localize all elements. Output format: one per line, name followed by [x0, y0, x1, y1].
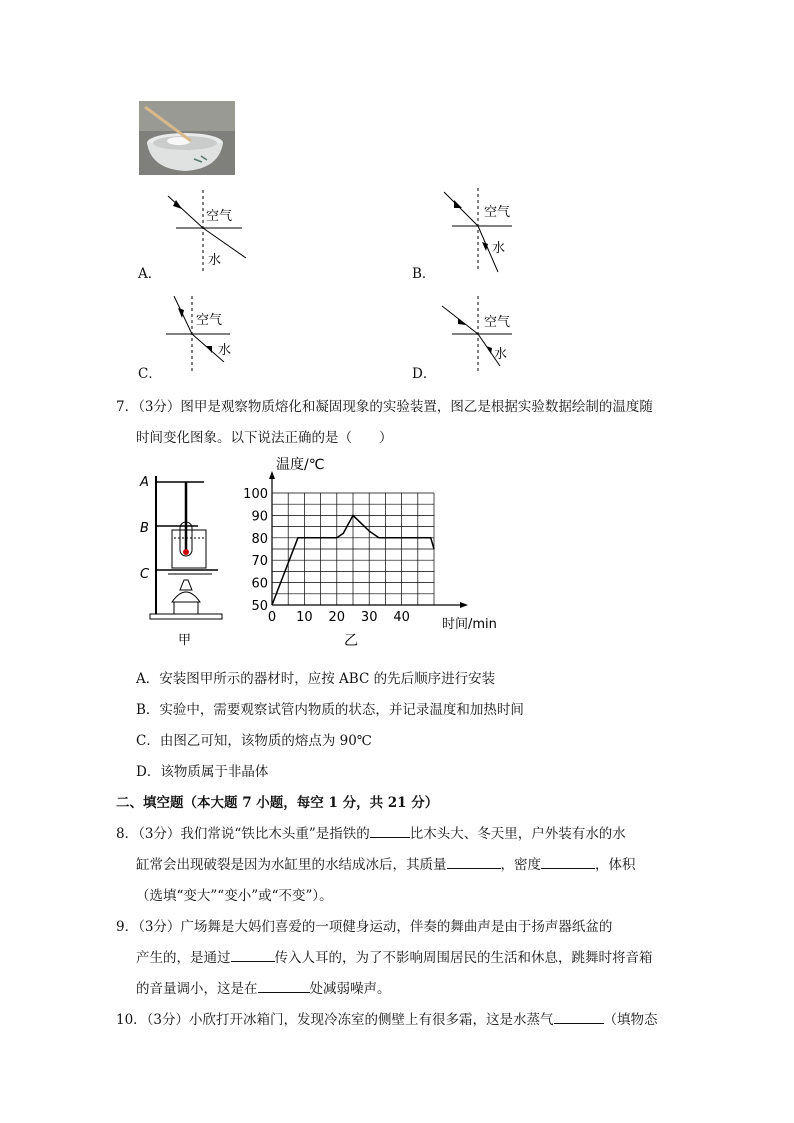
air-label: 空气 [196, 313, 223, 328]
y-tick-label: 90 [251, 509, 268, 525]
q7-choice-c: C．由图乙可知，该物质的熔点为 90℃ [136, 733, 372, 749]
q8-text: ，密度 [500, 857, 541, 873]
x-tick-label: 30 [360, 610, 378, 625]
apparatus-figure [136, 462, 236, 652]
option-d-letter: D． [412, 366, 437, 382]
label-a: A [140, 475, 149, 490]
q8-text: 8．（3分）我们常说“铁比木头重”是指铁的 [116, 826, 370, 842]
apparatus-caption: 甲 [178, 633, 192, 648]
option-d-diagram [438, 296, 548, 376]
q9-text: 传入人耳的，为了不影响周围居民的生活和休息，跳舞时将音箱 [274, 950, 653, 966]
x-tick-label: 10 [296, 610, 313, 625]
water-label: 水 [218, 343, 232, 358]
q10-line1 [116, 1008, 658, 1028]
y-tick-label: 50 [251, 599, 268, 614]
q7-choice-b: B．实验中，需要观察试管内物质的状态，并记录温度和加热时间 [136, 702, 524, 718]
q9-text: 产生的，是通过 [136, 950, 231, 966]
q8-text: 缸常会出现破裂是因为水缸里的水结成冰后，其质量 [136, 857, 447, 873]
y-tick-label: 80 [251, 531, 268, 547]
graph-caption: 乙 [344, 633, 358, 649]
x-tick-label: 0 [267, 610, 277, 625]
q8-blank-3[interactable] [541, 856, 595, 869]
q7-choice-a: A．安装图甲所示的器材时，应按 ABC 的先后顺序进行安装 [136, 671, 496, 687]
q8-blank-1[interactable] [370, 825, 410, 838]
y-tick-label: 60 [251, 576, 268, 592]
q9-line1: 9．（3分）广场舞是大妈们喜爱的一项健身运动，伴奏的舞曲声是由于扬声器纸盆的 [116, 919, 613, 935]
q7-stem-line2: 时间变化图象。以下说法正确的是（ ） [136, 430, 393, 446]
y-axis-label: 温度/℃ [276, 457, 325, 473]
option-b-letter: B． [412, 266, 436, 282]
air-label: 空气 [484, 315, 511, 330]
q8-line2 [136, 853, 636, 873]
q7-stem-line1: 7．（3分）图甲是观察物质熔化和凝固现象的实验装置，图乙是根据实验数据绘制的温度随 [116, 399, 653, 415]
x-tick-label: 20 [328, 610, 346, 625]
q8-text: ，体积 [595, 857, 636, 873]
option-b-diagram [438, 188, 548, 278]
x-axis-label: 时间/min [442, 617, 497, 632]
label-b: B [140, 521, 149, 536]
q10-text: （填物态 [603, 1012, 658, 1028]
q10-text: 10．（3分）小欣打开冰箱门，发现冷冻室的侧壁上有很多霜，这是水蒸气 [116, 1012, 554, 1028]
option-c-letter: C． [138, 366, 162, 382]
air-label: 空气 [484, 205, 511, 220]
option-c-diagram [160, 296, 270, 376]
bowl-photo [139, 101, 235, 175]
q8-text: 比木头大、冬天里，户外装有水的水 [409, 826, 626, 842]
y-tick-label: 100 [243, 487, 268, 502]
x-tick-label: 40 [393, 610, 410, 625]
section2-heading: 二、填空题（本大题 7 小题，每空 1 分，共 21 分） [116, 795, 439, 811]
water-label: 水 [208, 253, 222, 268]
q9-line2 [136, 946, 653, 966]
y-axis-arrow [269, 471, 275, 479]
q8-line1 [116, 822, 626, 842]
y-tick-label: 70 [251, 554, 268, 570]
q7-choice-d: D．该物质属于非晶体 [136, 764, 269, 780]
q10-blank-1[interactable] [554, 1011, 604, 1024]
q9-text: 处减弱噪声。 [309, 981, 391, 997]
x-axis-arrow [460, 602, 468, 608]
option-a-diagram [160, 190, 270, 280]
option-a-letter: A． [138, 266, 162, 282]
q8-blank-2[interactable] [447, 856, 501, 869]
water-label: 水 [494, 347, 508, 362]
q9-blank-3[interactable] [258, 980, 310, 993]
q8-line3: （选填“变大”“变小”或“不变”）。 [136, 888, 333, 904]
air-label: 空气 [206, 209, 233, 224]
q9-text: 的音量调小，这是在 [136, 981, 258, 997]
q9-line3 [136, 977, 391, 997]
q9-blank-2[interactable] [231, 949, 275, 962]
water-label: 水 [492, 241, 506, 256]
label-c: C [140, 567, 150, 582]
temperature-chart [238, 455, 518, 655]
